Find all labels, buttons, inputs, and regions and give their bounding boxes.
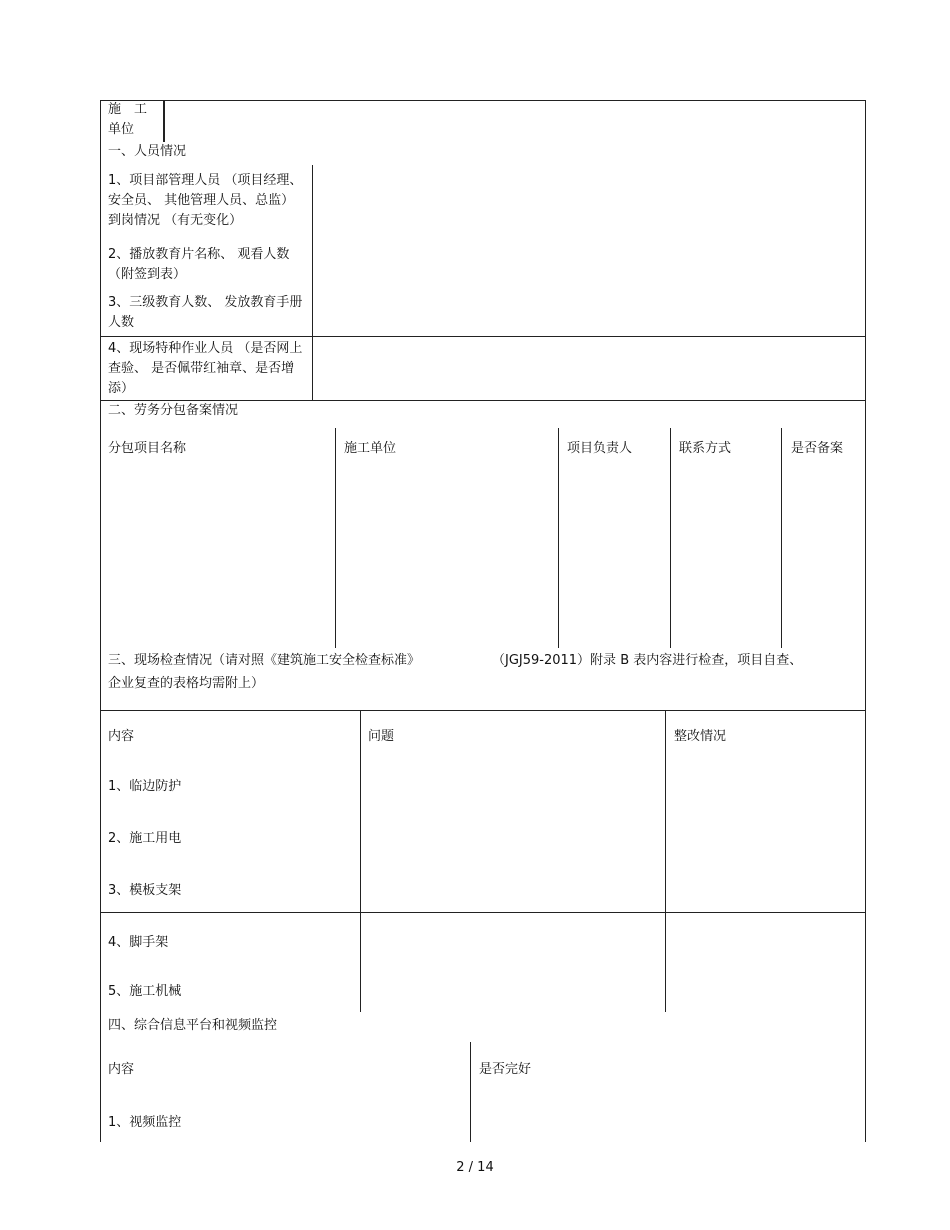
unit-label-line1: 施 工 (108, 102, 148, 117)
section2-col-subproject: 分包项目名称 (108, 441, 187, 456)
section3-col-problem: 问题 (368, 729, 395, 744)
section3-row-sep (100, 912, 866, 913)
section1-divider (312, 165, 313, 401)
section2-col-registered: 是否备案 (791, 441, 844, 456)
table-border-left (100, 100, 101, 1142)
section4-row-1: 1、视频监控 (108, 1115, 182, 1130)
section1-item-3: 3、三级教育人数、 发放教育手册人数 (108, 295, 303, 330)
section2-col-divider-1 (335, 428, 336, 648)
section3-col-divider-1 (360, 710, 361, 1012)
section4-col-status: 是否完好 (479, 1062, 532, 1077)
section3-row-3: 3、模板支架 (108, 883, 182, 898)
section3-title-part2: （JGJ59-2011）附录 B 表内容进行检查，项目自查、 (492, 653, 803, 668)
section2-col-contact: 联系方式 (679, 441, 732, 456)
section2-col-divider-4 (781, 428, 782, 648)
section3-table-top (100, 710, 866, 711)
table-border-top (100, 100, 866, 101)
section4-col-content: 内容 (108, 1062, 135, 1077)
unit-label-line2: 单位 (108, 122, 135, 137)
page-number: 2 / 14 (456, 1160, 494, 1175)
section3-title-line2: 企业复查的表格均需附上） (108, 676, 265, 691)
section1-item-2: 2、播放教育片名称、 观看人数（附签到表） (108, 247, 290, 282)
section3-col-content: 内容 (108, 729, 135, 744)
section3-row-1: 1、临边防护 (108, 779, 182, 794)
section4-title: 四、综合信息平台和视频监控 (108, 1018, 278, 1033)
section2-col-divider-2 (558, 428, 559, 648)
section2-col-manager: 项目负责人 (567, 441, 633, 456)
section4-col-divider (470, 1042, 471, 1142)
section3-row-5: 5、施工机械 (108, 984, 182, 999)
section3-col-divider-2 (665, 710, 666, 1012)
header-divider (163, 100, 165, 142)
section3-title-part1: 三、现场检查情况（请对照《建筑施工安全检查标准》 (108, 653, 421, 668)
section1-item-4: 4、现场特种作业人员 （是否网上查验、 是否佩带红袖章、是否增添） (108, 341, 303, 396)
section1-row-sep (100, 336, 866, 337)
section1-item-1: 1、项目部管理人员 （项目经理、安全员、 其他管理人员、总监） 到岗情况 （有无变化） (108, 173, 303, 228)
section2-col-unit: 施工单位 (344, 441, 397, 456)
table-border-right (865, 100, 866, 1142)
section3-row-4: 4、脚手架 (108, 935, 169, 950)
section1-title: 一、人员情况 (108, 144, 187, 159)
section3-col-rectify: 整改情况 (674, 729, 727, 744)
section2-col-divider-3 (670, 428, 671, 648)
section3-row-2: 2、施工用电 (108, 831, 182, 846)
section2-title: 二、劳务分包备案情况 (108, 403, 239, 418)
